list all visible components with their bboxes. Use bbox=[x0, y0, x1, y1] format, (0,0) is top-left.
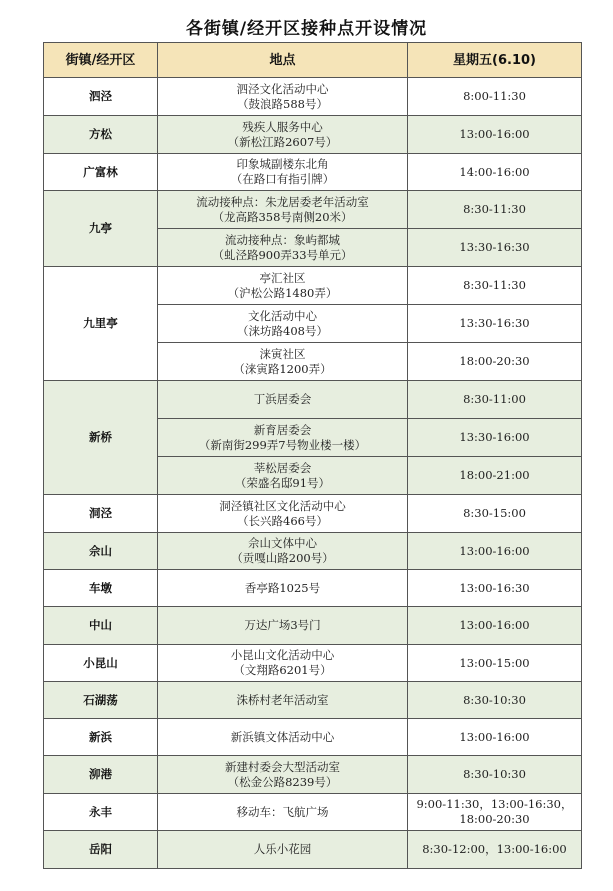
location-line: 香亭路1025号 bbox=[244, 580, 321, 595]
location-cell bbox=[158, 78, 408, 116]
location-cell bbox=[158, 116, 408, 154]
location-line: （涞寅路1200弄） bbox=[233, 361, 332, 376]
time-cell: 8:30-11:30 bbox=[408, 267, 582, 305]
header-location: 地点 bbox=[158, 43, 408, 78]
time-cell: 18:00-20:30 bbox=[408, 343, 582, 381]
time-cell: 13:00-16:00 bbox=[408, 116, 582, 154]
town-cell: 岳阳 bbox=[44, 831, 158, 869]
table-row bbox=[44, 570, 582, 607]
location-cell bbox=[158, 191, 408, 229]
time-cell: 13:30-16:30 bbox=[408, 305, 582, 343]
location-line: 小昆山文化活动中心 bbox=[230, 648, 335, 662]
location-line: （新松江路2607号） bbox=[227, 134, 338, 149]
time-cell: 8:30-15:00 bbox=[408, 495, 582, 533]
location-cell bbox=[158, 267, 408, 305]
time-cell: 8:00-11:30 bbox=[408, 78, 582, 116]
time-cell: 13:30-16:30 bbox=[408, 229, 582, 267]
schedule-table bbox=[43, 42, 582, 869]
location-line: 洙桥村老年活动室 bbox=[236, 692, 329, 707]
location-cell bbox=[158, 570, 408, 607]
location-line: 万达广场3号门 bbox=[244, 618, 321, 632]
location-line: 丁浜居委会 bbox=[253, 392, 312, 406]
location-line: （龙高路358号南侧20米） bbox=[212, 209, 353, 224]
table-row bbox=[44, 495, 582, 533]
location-line: （鼓浪路588号） bbox=[237, 96, 328, 111]
town-cell: 车墩 bbox=[44, 570, 158, 607]
town-cell: 广富林 bbox=[44, 154, 158, 191]
time-line: 18:00-20:30 bbox=[459, 812, 530, 826]
time-cell: 13:00-16:30 bbox=[408, 570, 582, 607]
table-row bbox=[44, 645, 582, 682]
location-line: 洞泾镇社区文化活动中心 bbox=[219, 498, 346, 513]
schedule-body bbox=[44, 78, 582, 869]
location-line: 新建村委会大型活动室 bbox=[225, 759, 340, 774]
town-cell: 方松 bbox=[44, 116, 158, 154]
location-line: （松金公路8239号） bbox=[227, 774, 338, 789]
town-cell: 佘山 bbox=[44, 533, 158, 570]
table-row bbox=[44, 381, 582, 419]
location-cell bbox=[158, 607, 408, 645]
location-cell bbox=[158, 756, 408, 794]
location-line: 移动车：飞航广场 bbox=[236, 804, 329, 819]
table-row bbox=[44, 794, 582, 831]
location-line: （新南街299弄7号物业楼一楼） bbox=[198, 437, 367, 452]
location-cell bbox=[158, 682, 408, 719]
location-line: 涞寅社区 bbox=[259, 346, 306, 361]
location-line: 莘松居委会 bbox=[253, 460, 312, 475]
time-cell: 8:30-12:00，13:00-16:00 bbox=[408, 831, 582, 869]
time-cell: 8:30-10:30 bbox=[408, 682, 582, 719]
location-line: 新育居委会 bbox=[253, 422, 312, 437]
location-cell bbox=[158, 495, 408, 533]
location-line: （荣盛名邸91号） bbox=[234, 475, 331, 490]
table-row bbox=[44, 116, 582, 154]
time-cell bbox=[408, 794, 582, 831]
time-cell: 13:00-16:00 bbox=[408, 719, 582, 756]
time-cell: 13:00-16:00 bbox=[408, 533, 582, 570]
time-cell: 8:30-11:00 bbox=[408, 381, 582, 419]
town-cell: 小昆山 bbox=[44, 645, 158, 682]
time-cell: 13:00-16:00 bbox=[408, 607, 582, 645]
location-cell bbox=[158, 794, 408, 831]
location-line: （长兴路466号） bbox=[237, 513, 328, 528]
header-town: 街镇/经开区 bbox=[44, 43, 158, 78]
location-cell bbox=[158, 381, 408, 419]
location-line: 印象城副楼东北角 bbox=[236, 157, 329, 171]
location-line: （文翔路6201号） bbox=[233, 663, 332, 677]
table-row bbox=[44, 78, 582, 116]
location-cell bbox=[158, 457, 408, 495]
table-row bbox=[44, 756, 582, 794]
location-cell bbox=[158, 533, 408, 570]
location-line: （涞坊路408号） bbox=[237, 323, 328, 338]
header-time: 星期五(6.10) bbox=[408, 43, 582, 78]
location-line: （沪松公路1480弄） bbox=[227, 285, 338, 300]
location-line: 佘山文体中心 bbox=[248, 536, 317, 550]
location-cell bbox=[158, 343, 408, 381]
page-title: 各街镇/经开区接种点开设情况 bbox=[185, 19, 428, 39]
location-line: 流动接种点：朱龙居委老年活动室 bbox=[196, 194, 369, 209]
location-cell bbox=[158, 305, 408, 343]
location-line: 新浜镇文体活动中心 bbox=[230, 729, 335, 744]
time-line: 9:00-11:30，13:00-16:30， bbox=[416, 797, 573, 811]
location-line: （在路口有指引牌） bbox=[230, 172, 335, 186]
town-cell: 九里亭 bbox=[44, 267, 158, 381]
table-row bbox=[44, 533, 582, 570]
location-cell bbox=[158, 229, 408, 267]
town-cell: 泗泾 bbox=[44, 78, 158, 116]
time-cell: 18:00-21:00 bbox=[408, 457, 582, 495]
location-line: 残疾人服务中心 bbox=[242, 119, 323, 134]
header-row bbox=[44, 43, 582, 78]
town-cell: 新浜 bbox=[44, 719, 158, 756]
table-row bbox=[44, 719, 582, 756]
time-cell: 8:30-11:30 bbox=[408, 191, 582, 229]
location-line: 文化活动中心 bbox=[248, 308, 317, 323]
table-row bbox=[44, 831, 582, 869]
location-cell bbox=[158, 831, 408, 869]
table-row bbox=[44, 607, 582, 645]
location-line: 泗泾文化活动中心 bbox=[236, 81, 329, 96]
town-cell: 洞泾 bbox=[44, 495, 158, 533]
location-cell bbox=[158, 645, 408, 682]
location-line: （虬泾路900弄33号单元） bbox=[212, 247, 353, 262]
time-cell: 8:30-10:30 bbox=[408, 756, 582, 794]
town-cell: 石湖荡 bbox=[44, 682, 158, 719]
location-cell bbox=[158, 719, 408, 756]
town-cell: 永丰 bbox=[44, 794, 158, 831]
location-cell bbox=[158, 419, 408, 457]
time-cell: 13:00-15:00 bbox=[408, 645, 582, 682]
town-cell: 九亭 bbox=[44, 191, 158, 267]
table-row bbox=[44, 154, 582, 191]
time-cell: 13:30-16:00 bbox=[408, 419, 582, 457]
location-line: 亭汇社区 bbox=[259, 270, 306, 285]
table-row bbox=[44, 267, 582, 305]
time-cell: 14:00-16:00 bbox=[408, 154, 582, 191]
table-row bbox=[44, 682, 582, 719]
table-row bbox=[44, 191, 582, 229]
location-cell bbox=[158, 154, 408, 191]
town-cell: 新桥 bbox=[44, 381, 158, 495]
town-cell: 中山 bbox=[44, 607, 158, 645]
location-line: 人乐小花园 bbox=[253, 842, 312, 856]
location-line: 流动接种点：象屿都城 bbox=[225, 232, 340, 247]
location-line: （贡嘎山路200号） bbox=[231, 551, 334, 565]
town-cell: 泖港 bbox=[44, 756, 158, 794]
